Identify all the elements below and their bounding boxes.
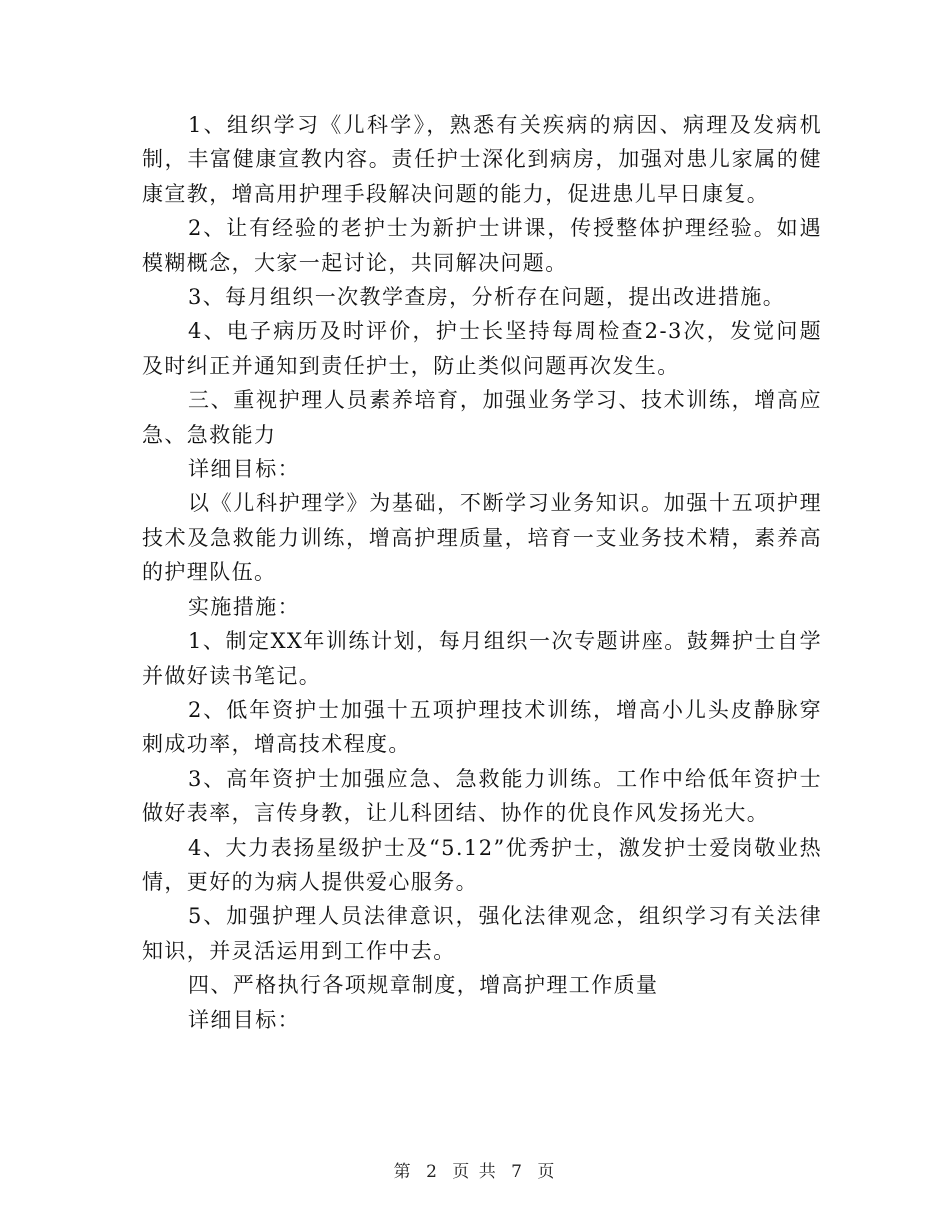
subheading-goals-2: 详细目标：	[188, 1007, 300, 1032]
subheading-measures: 实施措施：	[188, 594, 300, 619]
paragraph-goals-text: 以《儿科护理学》为基础，不断学习业务知识。加强十五项护理技术及急救能力训练，增高护理质量，培育一支业务技术精，素养高的护理队伍。	[142, 491, 822, 585]
section-heading-3: 三、重视护理人员素养培育，加强业务学习、技术训练，增高应急、急救能力	[142, 388, 822, 447]
footer-middle: 页 共	[452, 1162, 498, 1182]
paragraph-1: 1、组织学习《儿科学》，熟悉有关疾病的病因、病理及发病机制，丰富健康宣教内容。责任护士深化到病房，加强对患儿家属的健康宣教，增高用护理手段解决问题的能力，促进患儿早日康复。	[142, 113, 822, 206]
measure-2: 2、低年资护士加强十五项护理技术训练，增高小儿头皮静脉穿刺成功率，增高技术程度。	[142, 697, 822, 757]
measure-1: 1、制定XX年训练计划，每月组织一次专题讲座。鼓舞护士自学并做好读书笔记。	[142, 629, 822, 688]
subheading-goals: 详细目标：	[188, 457, 300, 482]
footer-total-pages: 7	[511, 1162, 524, 1182]
section-heading-4: 四、严格执行各项规章制度，增高护理工作质量	[188, 973, 659, 998]
footer-prefix: 第	[393, 1162, 413, 1182]
footer-current-page: 2	[426, 1162, 439, 1182]
paragraph-2: 2、让有经验的老护士为新护士讲课，传授整体护理经验。如遇模糊概念，大家一起讨论，共同解决问题。	[142, 216, 822, 275]
paragraph-3: 3、每月组织一次教学查房，分析存在问题，提出改进措施。	[188, 285, 786, 310]
page-footer	[0, 1157, 950, 1182]
document-body	[142, 108, 822, 1037]
footer-suffix: 页	[537, 1162, 557, 1182]
measure-4: 4、大力表扬星级护士及“5.12”优秀护士，激发护士爱岗敬业热情，更好的为病人提供爱心服务。	[142, 835, 822, 894]
measure-3: 3、高年资护士加强应急、急救能力训练。工作中给低年资护士做好表率，言传身教，让儿科团结、协作的优良作风发扬光大。	[142, 766, 822, 826]
paragraph-4: 4、电子病历及时评价，护士长坚持每周检查2-3次，发觉问题及时纠正并通知到责任护士，防止类似问题再次发生。	[142, 319, 822, 378]
measure-5: 5、加强护理人员法律意识，强化法律观念，组织学习有关法律知识，并灵活运用到工作中去。	[142, 904, 822, 963]
